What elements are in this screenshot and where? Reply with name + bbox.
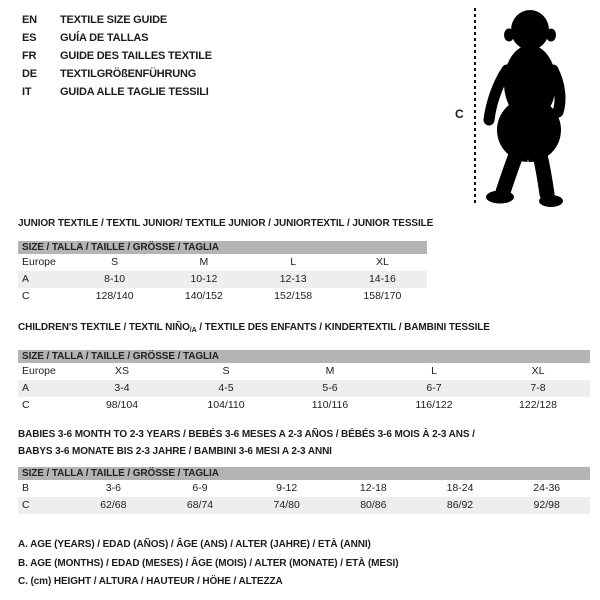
table-row	[18, 380, 590, 397]
table-cell: 24-36	[533, 482, 561, 494]
language-label: TEXTILGRÖßENFÜHRUNG	[60, 68, 197, 80]
table-cell: 18-24	[446, 482, 474, 494]
section-junior-textile	[18, 215, 434, 302]
language-code: ES	[22, 32, 37, 44]
section-title	[18, 443, 590, 460]
language-list	[22, 11, 212, 101]
language-label: GUIDE DES TAILLES TEXTILE	[60, 50, 212, 62]
table-cell: 92/98	[533, 499, 560, 511]
section-title-text: CHILDREN'S TEXTILE / TEXTIL NIÑO	[18, 322, 190, 333]
table-cell: 86/92	[446, 499, 474, 511]
table-cell: 80/86	[360, 499, 387, 511]
table-cell: 128/140	[95, 290, 134, 302]
table-cell: 14-16	[368, 273, 396, 285]
table-cell: 68/74	[186, 499, 214, 511]
section-babies-textile	[18, 426, 590, 511]
section-title-text: BABYS 3-6 MONATE BIS 2-3 JAHRE / BAMBINI 3-6 MESI A 2-3 ANNI	[18, 446, 332, 457]
table-cell: 74/80	[273, 499, 300, 511]
footnote-line: B. AGE (MONTHS) / EDAD (MESES) / ÂGE (MOIS) / ALTER (MONATE) / ETÀ (MESI)	[18, 557, 399, 569]
language-item	[22, 11, 212, 29]
table-cell: 122/128	[519, 399, 557, 411]
table-cell: L	[431, 365, 437, 377]
row-label: A	[22, 273, 30, 285]
table-cell: 110/116	[311, 399, 349, 411]
table-cell: L	[290, 256, 297, 268]
size-header-bar: SIZE / TALLA / TAILLE / GRÖSSE / TAGLIA	[18, 350, 590, 363]
table-cell: 4-5	[218, 382, 234, 394]
size-table-babies	[18, 467, 590, 514]
language-code: DE	[22, 68, 37, 80]
size-header-bar: SIZE / TALLA / TAILLE / GRÖSSE / TAGLIA	[18, 241, 427, 254]
table-cell: 12-13	[279, 273, 307, 285]
table-cell: 3-4	[114, 382, 130, 394]
table-cell: S	[222, 365, 230, 377]
row-label: C	[22, 290, 30, 302]
row-label: C	[22, 499, 30, 511]
row-label: Europe	[22, 256, 56, 268]
row-label: A	[22, 382, 30, 394]
footnote-legend	[18, 536, 398, 592]
baby-silhouette-icon	[480, 8, 570, 208]
table-cell: 152/158	[274, 290, 313, 302]
language-item	[22, 65, 212, 83]
table-cell: XS	[114, 365, 129, 377]
table-cell: XL	[531, 365, 545, 377]
table-cell: M	[199, 256, 209, 268]
table-cell: M	[325, 365, 335, 377]
section-title-text: JUNIOR TEXTILE / TEXTIL JUNIOR/ TEXTILE JUNIOR / JUNIORTEXTIL / JUNIOR TESSILE	[18, 218, 434, 229]
table-row	[18, 363, 590, 380]
table-cell: XL	[375, 256, 389, 268]
language-label: GUIDA ALLE TAGLIE TESSILI	[60, 86, 209, 98]
table-cell: 104/110	[207, 399, 245, 411]
section-title-text: BABIES 3-6 MONTH TO 2-3 YEARS / BEBÉS 3-6 MESES A 2-3 AÑOS / BÉBÉS 3-6 MOIS À 2-3 ANS /	[18, 429, 475, 440]
table-row	[18, 288, 427, 305]
table-row	[18, 397, 590, 414]
language-code: FR	[22, 50, 37, 62]
figure-height-label: C	[455, 107, 464, 121]
language-label: GUÍA DE TALLAS	[60, 32, 149, 44]
table-cell: 6-9	[192, 482, 208, 494]
table-cell: 8-10	[104, 273, 126, 285]
footnote-line: A. AGE (YEARS) / EDAD (AÑOS) / ÂGE (ANS) / ALTER (JAHRE) / ETÀ (ANNI)	[18, 539, 371, 550]
table-cell: 12-18	[359, 482, 387, 494]
footnote-line: C. (cm) HEIGHT / ALTURA / HAUTEUR / HÖHE / ALTEZZA	[18, 576, 283, 587]
table-cell: 62/68	[100, 499, 127, 511]
size-table-junior	[18, 241, 427, 305]
language-item	[22, 29, 212, 47]
language-item	[22, 47, 212, 65]
row-label: C	[22, 399, 30, 411]
table-cell: 116/122	[415, 399, 453, 411]
section-title	[18, 215, 434, 232]
table-cell: 158/170	[363, 290, 402, 302]
table-row	[18, 271, 427, 288]
section-title	[18, 319, 590, 339]
row-label: Europe	[22, 365, 56, 377]
table-cell: 7-8	[530, 382, 546, 394]
row-label: B	[22, 482, 30, 494]
table-cell: 98/104	[105, 399, 139, 411]
table-cell: 3-6	[105, 482, 121, 494]
size-header-bar: SIZE / TALLA / TAILLE / GRÖSSE / TAGLIA	[18, 467, 590, 480]
table-row	[18, 480, 590, 497]
height-measure-line	[474, 8, 476, 206]
table-cell: S	[111, 256, 119, 268]
size-table-children	[18, 350, 590, 414]
section-title-text: /A	[189, 327, 197, 334]
section-title-text: / TEXTILE DES ENFANTS / KINDERTEXTIL / BAMBINI TESSILE	[196, 322, 490, 333]
language-code: EN	[22, 14, 37, 26]
section-childrens-textile	[18, 319, 590, 411]
table-cell: 140/152	[184, 290, 223, 302]
language-code: IT	[22, 86, 32, 98]
table-row	[18, 497, 590, 514]
table-row	[18, 254, 427, 271]
section-title	[18, 426, 590, 443]
table-cell: 9-12	[276, 482, 298, 494]
language-label: TEXTILE SIZE GUIDE	[60, 14, 168, 26]
table-cell: 6-7	[426, 382, 442, 394]
table-cell: 10-12	[190, 273, 218, 285]
language-item	[22, 83, 212, 101]
table-cell: 5-6	[322, 382, 338, 394]
